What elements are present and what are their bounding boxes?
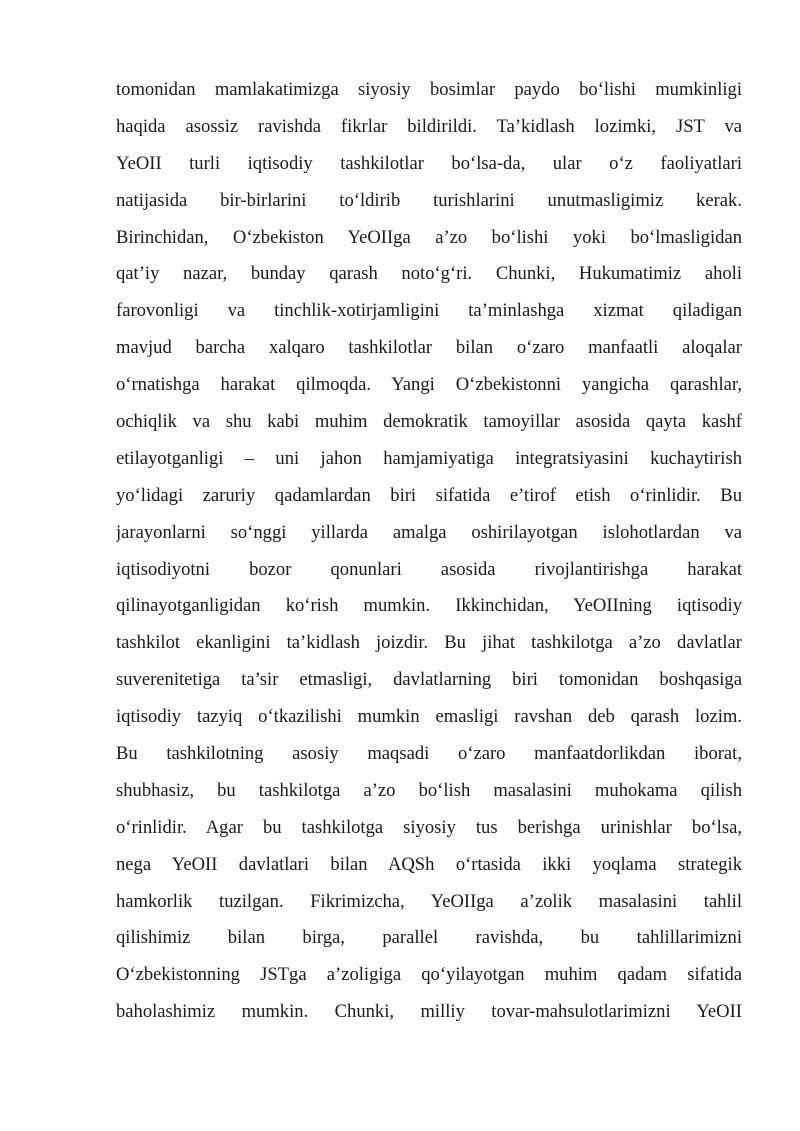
text-line: farovonligi va tinchlik-xotirjamligini ta’minlashga xizmat qiladigan <box>116 300 742 322</box>
text-line: nega YeOII davlatlari bilan AQSh oʻrtasida ikki yoqlama strategik <box>116 853 742 875</box>
text-line: yoʻlidagi zaruriy qadamlardan biri sifatida e’tirof etish oʻrinlidir. Bu <box>116 484 742 506</box>
text-line: qilinayotganligidan koʻrish mumkin. Ikkinchidan, YeOIIning iqtisodiy <box>116 595 742 617</box>
text-line: mavjud barcha xalqaro tashkilotlar bilan oʻzaro manfaatli aloqalar <box>116 337 742 359</box>
text-line: shubhasiz, bu tashkilotga a’zo boʻlish masalasini muhokama qilish <box>116 779 742 801</box>
text-line: Birinchidan, Oʻzbekiston YeOIIga a’zo boʻlishi yoki boʻlmasligidan <box>116 226 742 248</box>
text-line: oʻrnatishga harakat qilmoqda. Yangi Oʻzbekistonni yangicha qarashlar, <box>116 374 742 396</box>
text-line: oʻrinlidir. Agar bu tashkilotga siyosiy tus berishga urinishlar boʻlsa, <box>116 816 742 838</box>
text-line: iqtisodiy tazyiq oʻtkazilishi mumkin emasligi ravshan deb qarash lozim. <box>116 706 742 728</box>
document-page <box>116 72 742 1031</box>
text-line: suverenitetiga ta’sir etmasligi, davlatlarning biri tomonidan boshqasiga <box>116 669 742 691</box>
text-line: haqida asossiz ravishda fikrlar bildirildi. Ta’kidlash lozimki, JST va <box>116 115 742 137</box>
text-line: Bu tashkilotning asosiy maqsadi oʻzaro manfaatdorlikdan iborat, <box>116 743 742 765</box>
text-line: ochiqlik va shu kabi muhim demokratik tamoyillar asosida qayta kashf <box>116 411 742 433</box>
text-line: tashkilot ekanligini ta’kidlash joizdir. Bu jihat tashkilotga a’zo davlatlar <box>116 632 742 654</box>
text-line: qat’iy nazar, bunday qarash notoʻgʻri. Chunki, Hukumatimiz aholi <box>116 263 742 285</box>
text-line: etilayotganligi – uni jahon hamjamiyatiga integratsiyasini kuchaytirish <box>116 447 742 469</box>
text-line: iqtisodiyotni bozor qonunlari asosida rivojlantirishga harakat <box>116 558 742 580</box>
text-line: YeOII turli iqtisodiy tashkilotlar boʻlsa-da, ular oʻz faoliyatlari <box>116 152 742 174</box>
text-line: Oʻzbekistonning JSTga a’zoligiga qoʻyilayotgan muhim qadam sifatida <box>116 964 742 986</box>
text-line: natijasida bir-birlarini toʻldirib turishlarini unutmasligimiz kerak. <box>116 189 742 211</box>
text-line: baholashimiz mumkin. Chunki, milliy tovar-mahsulotlarimizni YeOII <box>116 1001 742 1023</box>
text-line: tomonidan mamlakatimizga siyosiy bosimlar paydo boʻlishi mumkinligi <box>116 79 742 100</box>
text-line: qilishimiz bilan birga, parallel ravishda, bu tahlillarimizni <box>116 927 742 949</box>
text-line: jarayonlarni soʻnggi yillarda amalga oshirilayotgan islohotlardan va <box>116 521 742 543</box>
text-line: hamkorlik tuzilgan. Fikrimizcha, YeOIIga a’zolik masalasini tahlil <box>116 890 742 912</box>
